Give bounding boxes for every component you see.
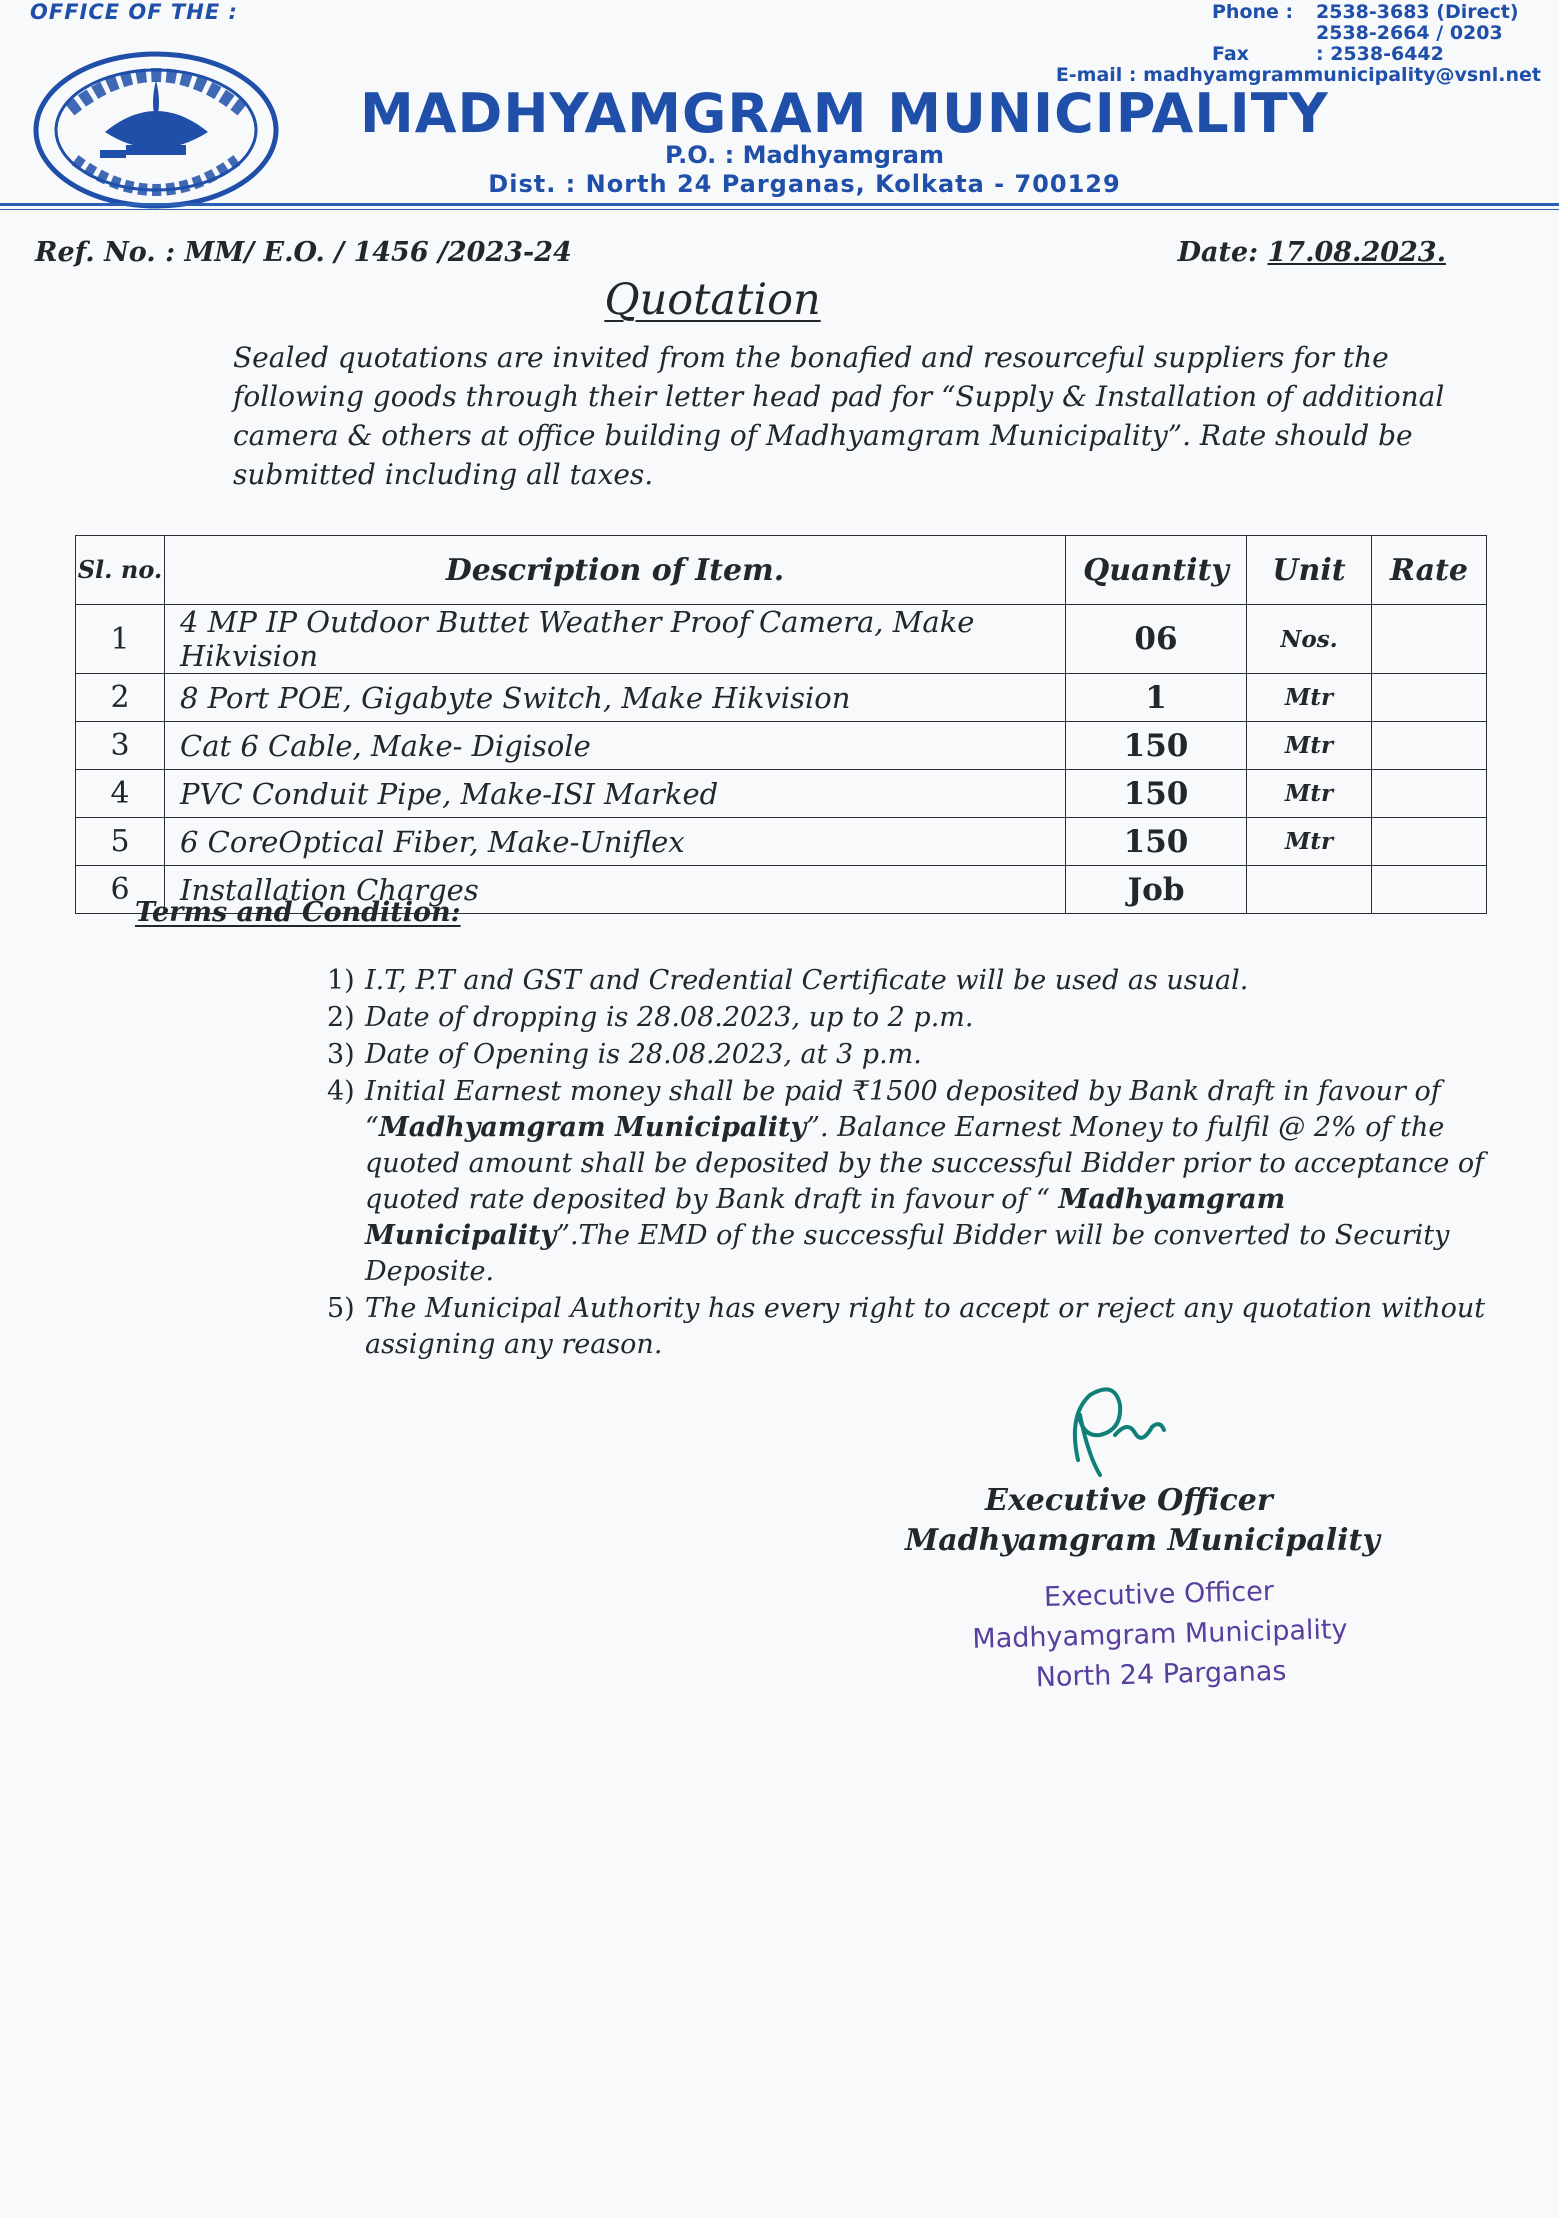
cell-rate: [1372, 722, 1487, 770]
cell-rate: [1372, 674, 1487, 722]
cell-unit: Mtr: [1247, 818, 1372, 866]
term-number: 1): [327, 965, 355, 996]
header-quantity: Quantity: [1066, 536, 1247, 605]
signatory-title: Executive Officer: [985, 1483, 1273, 1518]
list-item: [327, 963, 1497, 999]
date-line: [1178, 237, 1446, 268]
cell-description: 6 CoreOptical Fiber, Make-Uniflex: [165, 818, 1066, 866]
list-item: [327, 1037, 1497, 1073]
municipality-name: MADHYAMGRAM MUNICIPALITY: [360, 82, 1329, 145]
cell-sl: 1: [76, 605, 165, 674]
term-text: [365, 1074, 1497, 1290]
list-item: [327, 1074, 1497, 1290]
header-divider: [0, 203, 1559, 206]
office-of-label: OFFICE OF THE :: [30, 0, 238, 24]
header-rate: Rate: [1372, 536, 1487, 605]
cell-quantity: 150: [1066, 818, 1247, 866]
cell-description: Cat 6 Cable, Make- Digisole: [165, 722, 1066, 770]
cell-description: 4 MP IP Outdoor Buttet Weather Proof Camera, Make Hikvision: [165, 605, 1066, 674]
term-text: Date of dropping is 28.08.2023, up to 2 p.m.: [365, 1002, 974, 1033]
cell-sl: 4: [76, 770, 165, 818]
reference-number: Ref. No. : MM/ E.O. / 1456 /2023-24: [35, 237, 572, 268]
phone-row: [1056, 2, 1541, 23]
fax-number: : 2538-6442: [1316, 43, 1444, 65]
table-row: [76, 770, 1487, 818]
term-number: 3): [327, 1039, 355, 1070]
term-number: 4): [327, 1076, 355, 1107]
table-row: [76, 722, 1487, 770]
contact-block: [1056, 2, 1541, 86]
header-unit: Unit: [1247, 536, 1372, 605]
phone-label-2: [1212, 23, 1308, 44]
table-header-row: [76, 536, 1487, 605]
intro-paragraph: Sealed quotations are invited from the bonafied and resourceful suppliers for the following goods through their letter head pad for “Supply & Installation of additional camera & others at office building of Madhyamgram Municipality”. Rate should be submitted including all taxes.: [233, 341, 1445, 491]
stamp-line: Madhyamgram Municipality: [972, 1614, 1348, 1655]
list-item: [327, 1291, 1497, 1363]
header-description: Description of Item.: [165, 536, 1066, 605]
table-row: [76, 605, 1487, 674]
cell-description: Installation Charges: [165, 866, 1066, 914]
cell-rate: [1372, 866, 1487, 914]
term-bold-municipality: Madhyamgram Municipality: [378, 1112, 807, 1143]
term-text: Date of Opening is 28.08.2023, at 3 p.m.: [365, 1039, 922, 1070]
cell-quantity: Job: [1066, 866, 1247, 914]
email-address: E-mail : madhyamgrammunicipality@vsnl.net: [1055, 64, 1541, 86]
cell-unit: Mtr: [1247, 722, 1372, 770]
term-text: The Municipal Authority has every right to accept or reject any quotation without assigning any reason.: [365, 1293, 1486, 1360]
phone-row-2: [1056, 23, 1541, 44]
official-stamp: [958, 1570, 1361, 1700]
district-address: Dist. : North 24 Parganas, Kolkata - 700129: [488, 170, 1121, 198]
term-bold-municipality: Madhyamgram Municipality: [365, 1184, 1286, 1251]
terms-heading: Terms and Condition:: [135, 897, 461, 928]
terms-list: [327, 963, 1497, 1364]
stamp-line: North 24 Parganas: [1035, 1655, 1287, 1694]
cell-rate: [1372, 770, 1487, 818]
phone-label: Phone :: [1212, 1, 1294, 23]
cell-unit: Mtr: [1247, 770, 1372, 818]
term-text: I.T, P.T and GST and Credential Certificate will be used as usual.: [365, 965, 1249, 996]
cell-quantity: 06: [1066, 605, 1247, 674]
items-table: [75, 535, 1487, 914]
date-label: Date:: [1177, 237, 1259, 268]
phone-numbers: 2538-2664 / 0203: [1316, 22, 1503, 44]
table-row: [76, 674, 1487, 722]
cell-sl: 2: [76, 674, 165, 722]
cell-quantity: 1: [1066, 674, 1247, 722]
cell-unit: [1247, 866, 1372, 914]
document-title: Quotation: [604, 275, 821, 325]
term-number: 2): [327, 1002, 355, 1033]
cell-rate: [1372, 818, 1487, 866]
term-text-part: ”.The EMD of the successful Bidder will be converted to Security Deposite.: [365, 1220, 1450, 1287]
fax-label: Fax: [1212, 43, 1249, 65]
cell-unit: Mtr: [1247, 674, 1372, 722]
term-text-part: Initial Earnest money shall be paid ₹1500 deposited by Bank draft in favour of “: [365, 1076, 1441, 1143]
cell-description: 8 Port POE, Gigabyte Switch, Make Hikvision: [165, 674, 1066, 722]
term-text-part: ”. Balance Earnest Money to fulfil @ 2% of the quoted amount shall be deposited by the successful Bidder prior to acceptance of quoted rate deposited by Bank draft in favour of “: [365, 1112, 1485, 1215]
cell-unit: Nos.: [1247, 605, 1372, 674]
table-row: [76, 818, 1487, 866]
phone-direct: 2538-3683 (Direct): [1316, 1, 1519, 23]
cell-rate: [1372, 605, 1487, 674]
handwritten-signature: [1060, 1375, 1180, 1485]
cell-sl: 5: [76, 818, 165, 866]
date-value: 17.08.2023.: [1267, 237, 1446, 268]
cell-quantity: 150: [1066, 770, 1247, 818]
post-office: P.O. : Madhyamgram: [664, 141, 944, 169]
cell-description: PVC Conduit Pipe, Make-ISI Marked: [165, 770, 1066, 818]
fax-row: [1056, 44, 1541, 65]
cell-sl: 6: [76, 866, 165, 914]
term-number: 5): [327, 1293, 355, 1324]
signatory-organisation: Madhyamgram Municipality: [905, 1523, 1380, 1558]
header-divider-thin: [0, 209, 1559, 210]
cell-sl: 3: [76, 722, 165, 770]
cell-quantity: 150: [1066, 722, 1247, 770]
stamp-line: Executive Officer: [1043, 1576, 1275, 1614]
header-sl-no: Sl. no.: [76, 536, 165, 605]
list-item: [327, 1000, 1497, 1036]
